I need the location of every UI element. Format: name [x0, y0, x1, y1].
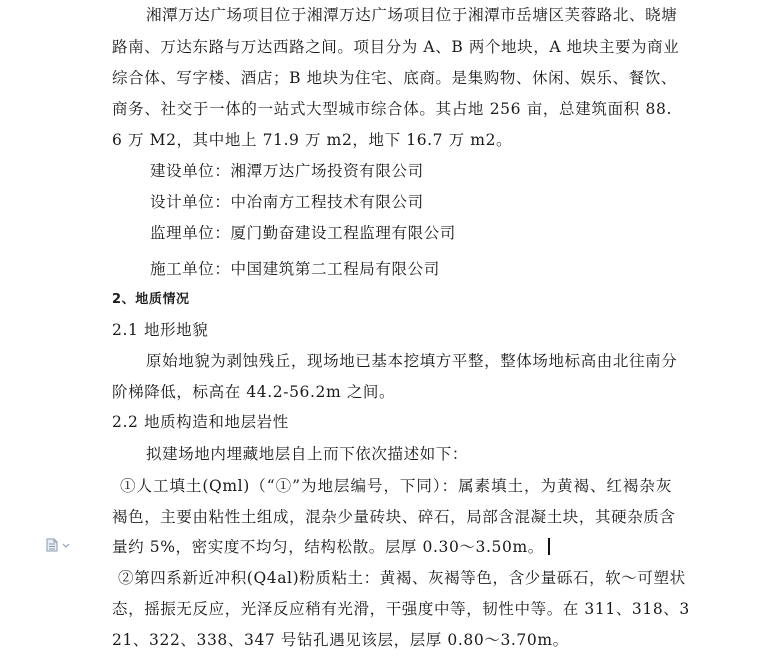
contractor-unit: 施工单位：中国建筑第二工程局有限公司	[150, 260, 440, 278]
layer-description-line: 21、322、338、347 号钻孔遇见该层，层厚 0.80～3.70m。	[112, 631, 569, 649]
construction-owner: 建设单位：湘潭万达广场投资有限公司	[150, 162, 424, 180]
layer-description-line: 褐色，主要由粘性土组成，混杂少量砖块、碎石，局部含混凝土块，其硬杂质含	[112, 508, 676, 526]
text-cursor	[548, 538, 550, 555]
layer-description-line: ②第四系新近冲积(Q4al)粉质粘土：黄褐、灰褐等色，含少量砾石，软～可塑状	[118, 569, 686, 587]
designer-unit: 设计单位：中冶南方工程技术有限公司	[150, 193, 424, 211]
layer-description-text: 量约 5%，密实度不均匀，结构松散。层厚 0.30～3.50m。	[112, 538, 544, 556]
paragraph-line: 阶梯降低，标高在 44.2-56.2m 之间。	[112, 383, 396, 401]
subsection-heading: 2.2 地质构造和地层岩性	[112, 413, 289, 431]
layer-description-line: ①人工填土(Qml)（“①”为地层编号，下同）：属素填土，为黄褐、红褐杂灰	[120, 477, 672, 495]
paragraph-line: 6 万 M2，其中地上 71.9 万 m2，地下 16.7 万 m2。	[112, 131, 513, 149]
layer-description-line: 态，摇振无反应，光泽反应稍有光滑，干强度中等，韧性中等。在 311、318、3	[112, 600, 690, 618]
section-heading: 2、地质情况	[112, 292, 190, 307]
paragraph-line: 拟建场地内埋藏地层自上而下依次描述如下：	[146, 445, 469, 463]
paragraph-line: 商务、社交于一体的一站式大型城市综合体。其占地 256 亩，总建筑面积 88.	[112, 100, 672, 118]
paragraph-line: 综合体、写字楼、酒店；B 地块为住宅、底商。是集购物、休闲、娱乐、餐饮、	[112, 69, 677, 87]
layer-description-line	[112, 537, 672, 557]
supervisor-unit: 监理单位：厦门勤奋建设工程监理有限公司	[150, 224, 456, 242]
subsection-heading: 2.1 地形地貌	[112, 321, 209, 339]
document-icon[interactable]	[46, 537, 70, 551]
paragraph-line: 路南、万达东路与万达西路之间。项目分为 A、B 两个地块，A 地块主要为商业	[112, 38, 680, 56]
paragraph-line: 原始地貌为剥蚀残丘，现场地已基本挖填方平整，整体场地标高由北往南分	[146, 352, 678, 370]
paragraph-line: 湘潭万达广场项目位于湘潭万达广场项目位于湘潭市岳塘区芙蓉路北、晓塘	[146, 6, 678, 24]
